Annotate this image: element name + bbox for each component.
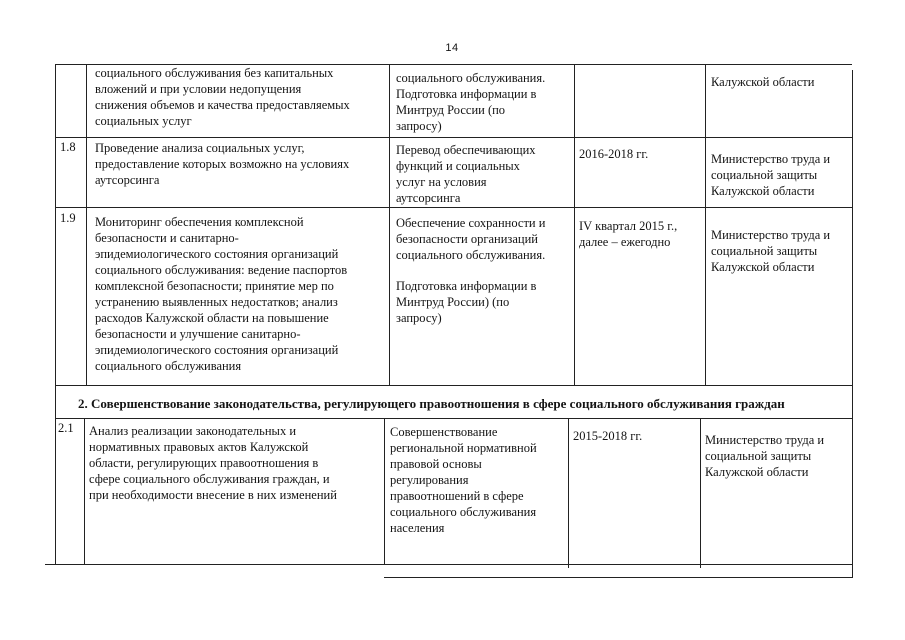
- row-continuation-executor: Калужской области: [711, 75, 815, 89]
- row-continuation-activity: социального обслуживания без капитальных вложений и при условии недопущения снижения объемов и качества предоставляемых социальных услуг: [95, 66, 350, 128]
- column-divider-3: [574, 64, 575, 385]
- page-number: 14: [445, 42, 459, 54]
- row-1-9-executor: Министерство труда и социальной защиты Калужской области: [711, 228, 831, 274]
- column-divider-2: [389, 64, 390, 385]
- row-1-8-term: 2016-2018 гг.: [579, 147, 649, 161]
- column-divider-3-lower: [568, 418, 569, 568]
- column-divider-1: [86, 64, 87, 385]
- row-1-9-term: IV квартал 2015 г., далее – ежегодно: [579, 219, 678, 249]
- row-1-8-activity: Проведение анализа социальных услуг, предоставление которых возможно на условиях аутсорсинга: [95, 141, 350, 187]
- row-2-1-executor: Министерство труда и социальной защиты Калужской области: [705, 433, 825, 479]
- table-border-bottom-outer: [384, 577, 853, 578]
- column-divider-4: [705, 64, 706, 385]
- row-divider-1: [55, 137, 852, 138]
- column-divider-4-lower: [700, 418, 701, 568]
- row-1-8-number: 1.8: [60, 140, 76, 154]
- row-1-9-activity: Мониторинг обеспечения комплексной безопасности и санитарно- эпидемиологического состояния организаций социального обслуживания: ведение паспортов комплексной безопасности; принятие мер по устранению выявленных недостатков; анализ расходов Калужской области на повышение безопасности и улучшение санитарно- эпидемиологического состояния организаций социального обслуживания: [95, 215, 348, 373]
- row-1-8-executor: Министерство труда и социальной защиты Калужской области: [711, 152, 831, 198]
- section-2-title: 2. Совершенствование законодательства, регулирующего правоотношения в сфере социального обслуживания граждан: [78, 396, 785, 411]
- table-border-left: [55, 64, 56, 564]
- row-2-1-number: 2.1: [58, 421, 74, 435]
- column-divider-1-lower: [84, 418, 85, 564]
- row-1-8-result: Перевод обеспечивающих функций и социальных услуг на условия аутсорсинга: [396, 143, 536, 205]
- row-1-9-result: Обеспечение сохранности и безопасности организаций социального обслуживания.: [396, 216, 546, 262]
- table-border-bottom: [45, 564, 853, 565]
- row-2-1-result: Совершенствование региональной нормативной правовой основы регулирования правоотношений в сфере социального обслуживания населения: [390, 425, 537, 535]
- row-continuation-result: социального обслуживания. Подготовка информации в Минтруд России (по запросу): [396, 71, 546, 133]
- table-border-right: [852, 70, 853, 577]
- row-divider-2: [55, 207, 852, 208]
- row-2-1-activity: Анализ реализации законодательных и нормативных правовых актов Калужской области, регулирующих правоотношения в сфере социального обслуживания граждан, и при необходимости внесение в них изменений: [89, 424, 337, 502]
- row-1-9-result-extra: Подготовка информации в Минтруд России) (по запросу): [396, 279, 537, 325]
- row-divider-4: [55, 418, 852, 419]
- column-divider-2-lower: [384, 418, 385, 564]
- row-divider-3: [55, 385, 852, 386]
- row-1-9-number: 1.9: [60, 211, 76, 225]
- row-2-1-term: 2015-2018 гг.: [573, 429, 643, 443]
